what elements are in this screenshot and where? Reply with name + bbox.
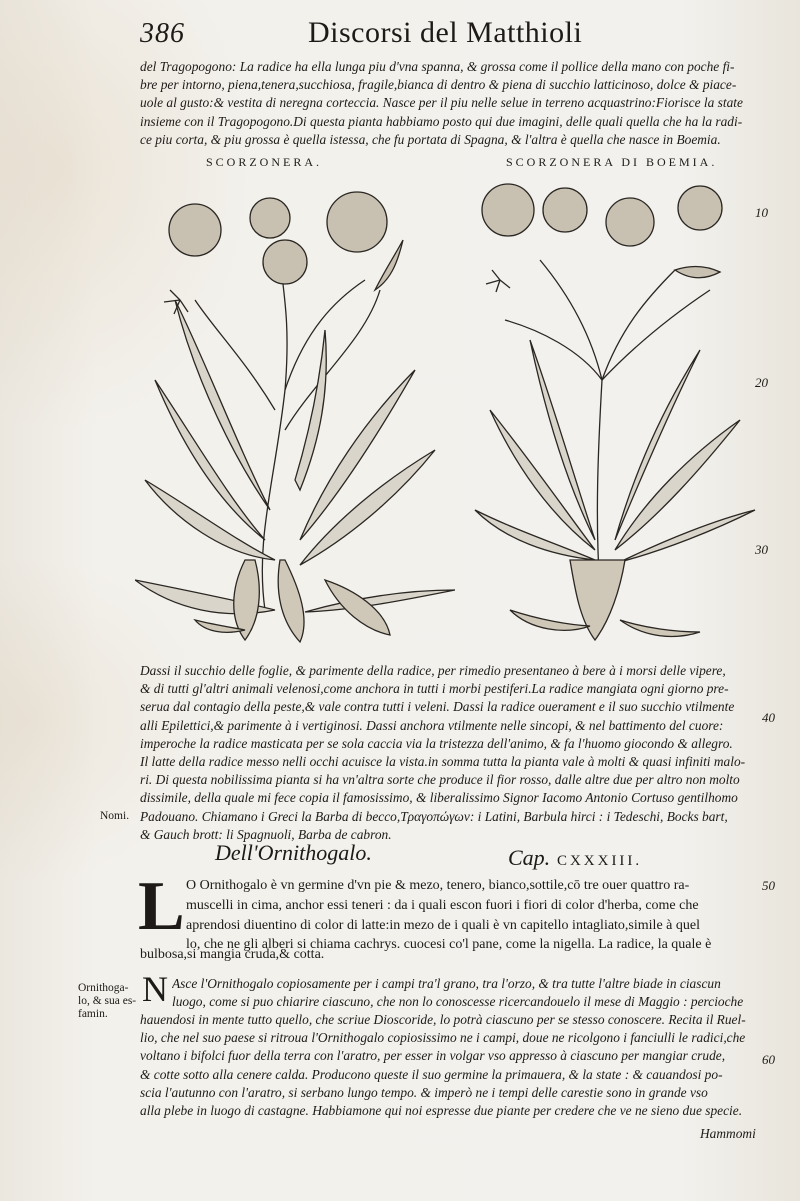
final-paragraph-indent (172, 975, 762, 1011)
text-line: aprendosi diuentino di color di latte:in mezo de i quali è vn capitello intagliato,simile à quel (186, 917, 700, 933)
margin-line-number: 60 (762, 1052, 775, 1067)
text-line: imperoche la radice masticata per se sola caccia via la tristezza dell'animo, & fa l'huomo giocondo & allegro. (140, 735, 733, 751)
text-line: ri. Di questa nobilissima pianta si ha vn'altra sorte che produce il fior rosso, dalle altre due per altro non molto (140, 772, 740, 788)
text-line: & Gauch brott: li Spagnuoli, Barba de cabron. (140, 826, 392, 842)
caption-scorzonera-boemia: SCORZONERA DI BOEMIA. (506, 155, 718, 169)
margin-line-number: 20 (755, 375, 768, 390)
scorzonera-woodcut (135, 180, 455, 650)
margin-line-number: 50 (762, 878, 775, 893)
margin-line-number: 40 (762, 710, 775, 725)
margin-line-number: 10 (755, 205, 768, 220)
caption-scorzonera: SCORZONERA. (206, 155, 323, 169)
margin-note-line: Ornithoga- (78, 982, 129, 994)
text-line: & cotte sotto alla cenere calda. Producono queste il suo germine la primauera, & la state : & cauandosi po- (140, 1066, 723, 1082)
chapter-cap-word: Cap. (508, 845, 551, 870)
body-paragraph (140, 662, 758, 844)
text-line: luogo, come si puo chiarire ciascuno, che non lo conoscesse ricercandouelo il mese di Maggio : percioche (172, 994, 744, 1010)
text-line: Asce l'Ornithogalo copiosamente per i campi tra'l grano, tra l'orzo, & tra tutte l'altre biade in ciascun (172, 976, 721, 991)
text-line: lio, che nel suo paese si ritroua l'Ornithogalo copiosissimo ne i campi, doue ne ricolgono i fanciulli le radici,che (140, 1030, 746, 1046)
text-line: ce piu corta, & piu grossa è quella istessa, che fu portata di Spagna, & l'altra è quella che nasce in Boemia. (140, 131, 721, 147)
text-line: hauendosi in mente tutto quello, che scriue Dioscoride, lo potrà ciascuno per se stesso conoscere. Recita il Ruel- (140, 1012, 746, 1027)
chapter-title: Dell'Ornithogalo. (215, 840, 372, 865)
text-line: bulbosa,si mangia cruda,& cotta. (140, 947, 325, 962)
margin-line-number: 30 (755, 542, 768, 557)
text-line: O Ornithogalo è vn germine d'vn pie & mezo, tenero, bianco,sottile,cō tre ouer quattro ra- (186, 878, 690, 893)
text-line: serua dal contagio della peste,& vale contra tutti i veleni. Dassi la radice ouerament e il suo succhio vtilmente (140, 699, 735, 715)
text-line: bre per intorno, piena,tenera,succhiosa, fragile,bianca di dentro & piena di succhio latticinoso, dolce & piace- (140, 77, 737, 93)
text-line: insieme con il Tragopogono.Di questa pianta habbiamo posto qui due imagini, delle quali quella che ha la radi- (140, 113, 743, 129)
margin-note-line: lo, & sua es- (78, 995, 137, 1007)
running-title: Discorsi del Matthioli (308, 16, 583, 49)
text-line: uole al gusto:& vestita di neregna corteccia. Nasce per il piu nelle selue in terreno acquastrino:Fiorisce la state (140, 95, 743, 111)
text-line: alla plebe in luogo di castagne. Habbiamone qui noi espresse due piante per credere che ve ne sieno due specie. (140, 1103, 743, 1119)
dropcap-letter: L (138, 868, 185, 945)
chapter-paragraph (186, 876, 762, 955)
margin-note-nomi: Nomi. (100, 810, 130, 822)
final-paragraph (140, 1011, 762, 1120)
chapter-number (508, 845, 642, 871)
catchword: Hammomi (700, 1126, 756, 1141)
text-line: alli Epilettici,& parimente à i vertiginosi. Dassi anchora vtilmente nelle sincopi, & nel battimento del cuore: (140, 717, 724, 733)
margin-note-ornithogalo (78, 982, 136, 1021)
scorzonera-boemia-woodcut (470, 180, 760, 650)
chapter-roman-numeral: CXXXIII. (556, 853, 643, 869)
dropcap-letter-n: N (142, 969, 168, 1009)
text-line: Il latte della radice messo nelli occhi acuisce la vista.in somma tutta la pianta vale à molti & quasi infiniti malo- (140, 754, 746, 770)
text-line: Dassi il succhio delle foglie, & parimente della radice, per rimedio presentaneo à bere à i morsi delle vipere, (140, 663, 726, 678)
text-line: Padouano. Chiamano i Greci la Barba di becco,Τραγοπώγων: i Latini, Barbula hirci : i Tedeschi, Bocks bart, (140, 808, 728, 824)
margin-note-line: famin. (78, 1008, 108, 1020)
intro-paragraph (140, 58, 762, 149)
text-line: dissimile, della quale mi fece copia il famosissimo, & liberalissimo Signor Iacomo Antonio Cortuso gentilhomo (140, 790, 738, 806)
text-line: scia l'autunno con l'aratro, si serbano lungo tempo. & imperò ne i tempi delle carestie sono in grande vso (140, 1084, 708, 1100)
text-line: del Tragopogono: La radice ha ella lunga piu d'vna spanna, & grossa come il pollice della mano con poche fi- (140, 59, 735, 74)
text-line: lo, che ne gli alberi si chiama cachrys. cuocesi co'l pane, come la nigella. La radice, la quale è (186, 937, 712, 953)
page-number: 386 (140, 18, 185, 49)
text-line: muscelli in cima, anchor essi teneri : da i quali escon fuori i fiori di color d'herba, come che (186, 897, 699, 913)
chapter-paragraph-end (140, 945, 760, 965)
text-line: voltano i bifolci fuor della terra con l'aratro, per esser in volgar vso appresso à ciascuno per mangiar crude, (140, 1048, 726, 1064)
text-line: & di tutti gl'altri animali velenosi,come anchora in tutti i morbi pestiferi.La radice mangiata ogni giorno pre- (140, 681, 729, 697)
